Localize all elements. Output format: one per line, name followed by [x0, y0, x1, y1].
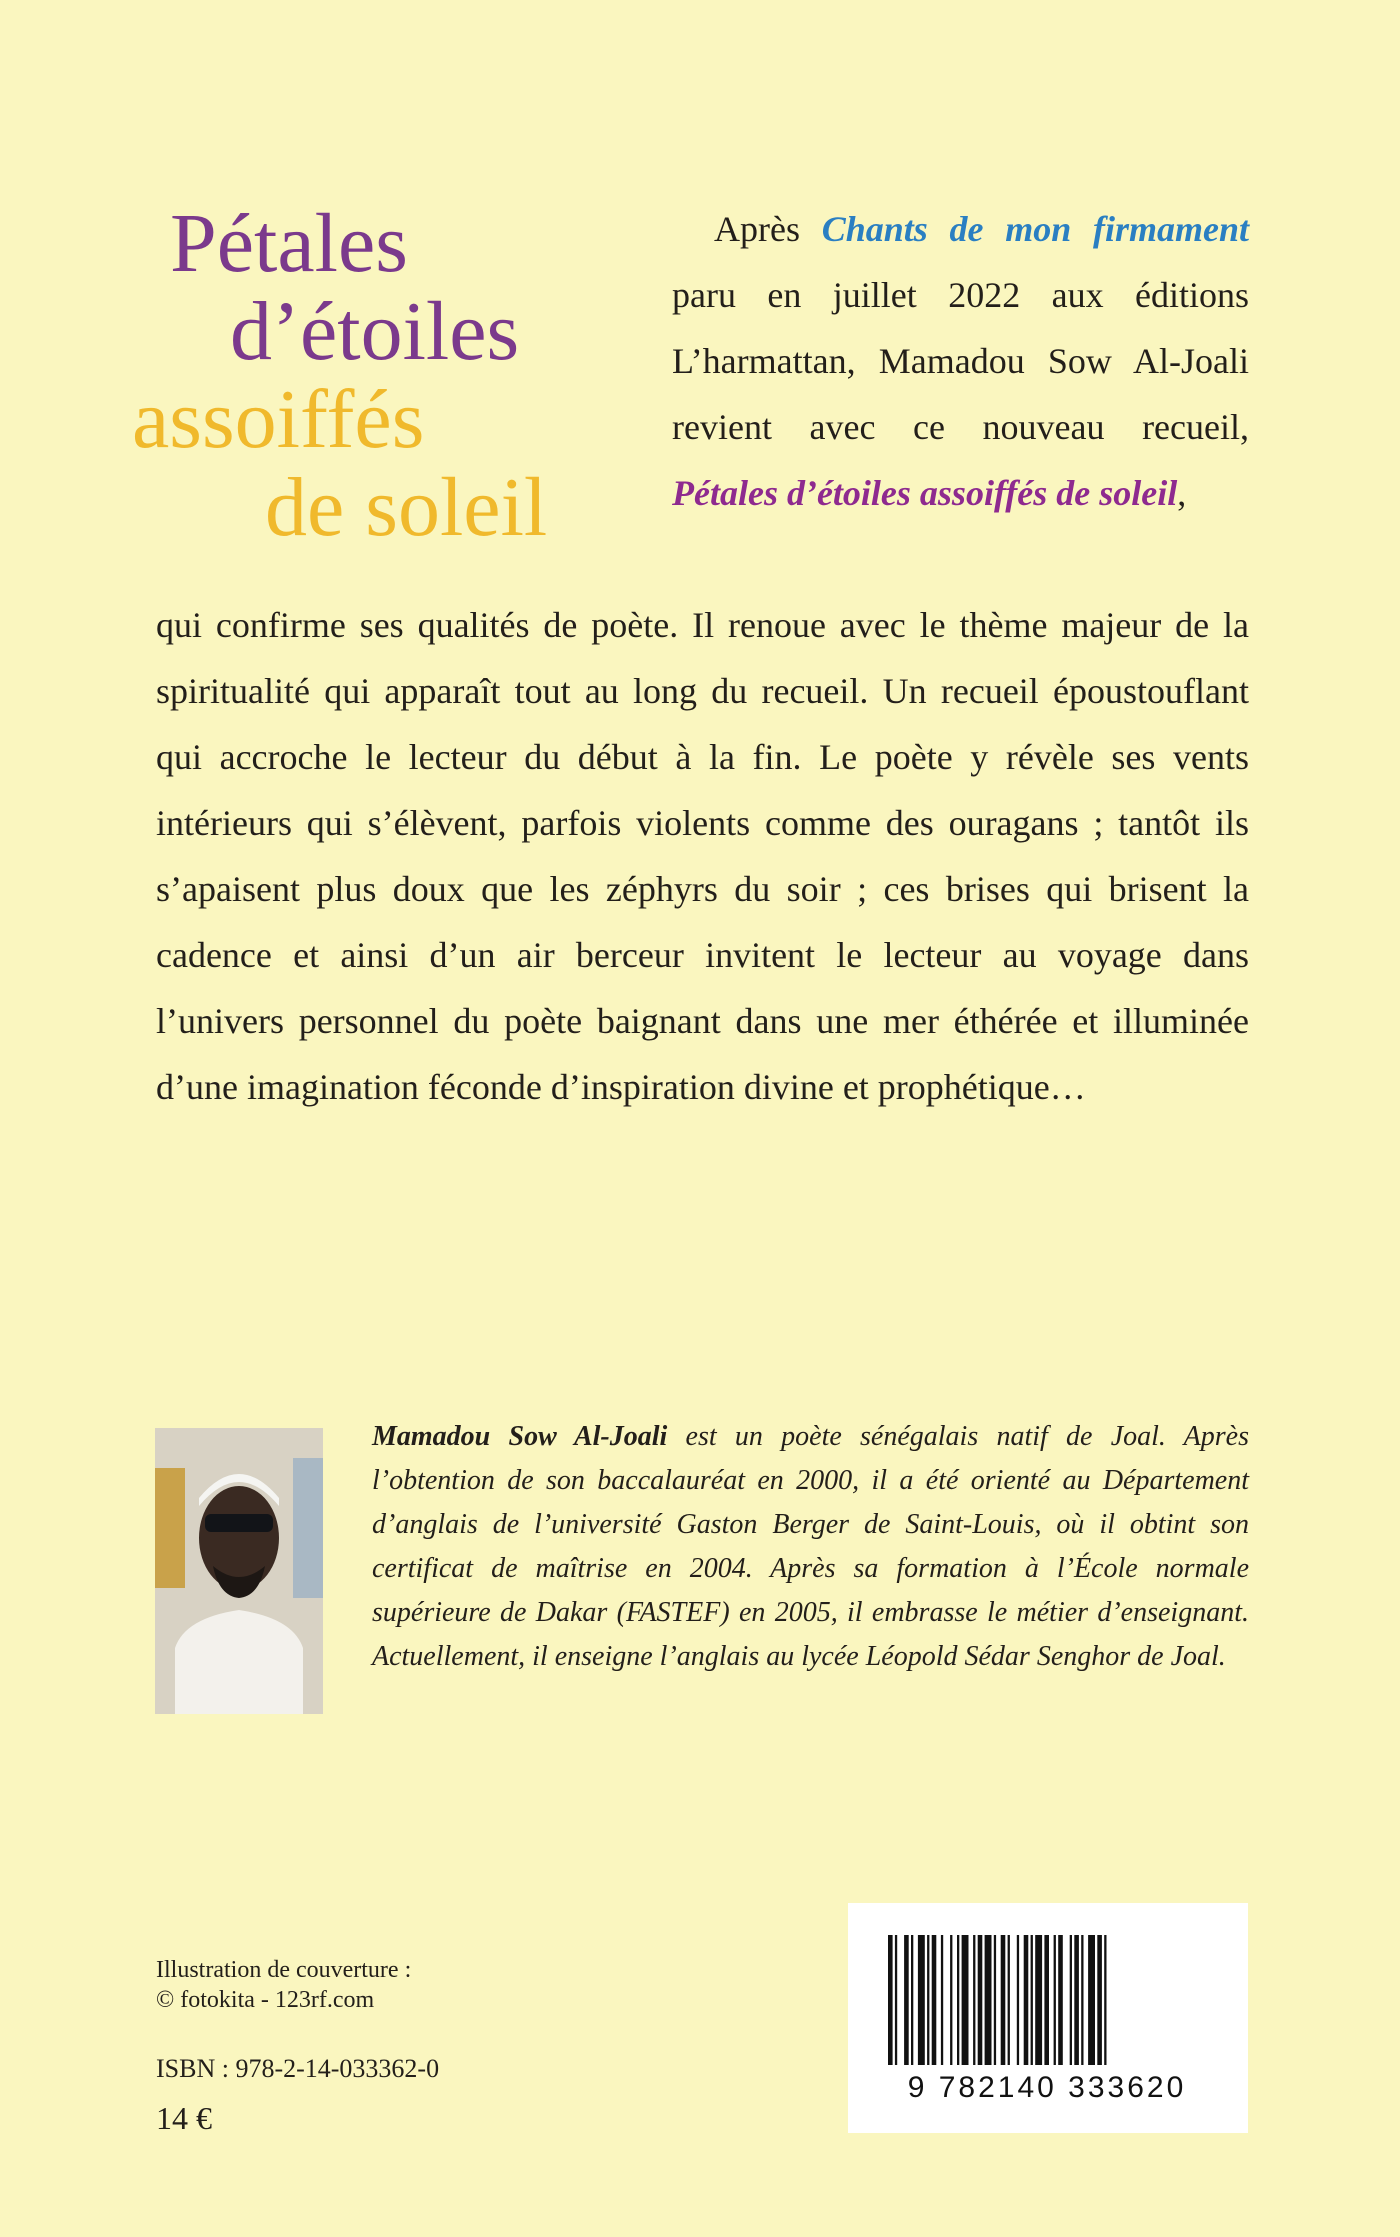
barcode-digits: 9 782140 333620	[907, 2071, 1187, 2104]
previous-book-title: Chants de mon firmament	[821, 209, 1249, 249]
current-book-title: Pétales d’étoiles assoiffés de soleil	[672, 473, 1178, 513]
barcode-bar	[957, 1935, 959, 2065]
barcode-bar	[1054, 1935, 1056, 2065]
barcode-bar	[1001, 1935, 1006, 2065]
author-portrait-icon	[155, 1428, 323, 1714]
barcode-bar	[1070, 1935, 1072, 2065]
isbn: ISBN : 978-2-14-033362-0	[156, 2054, 440, 2083]
title-line-2: d’étoiles	[230, 285, 520, 378]
author-name: Mamadou Sow Al-Joali	[372, 1421, 668, 1452]
barcode-bar	[1104, 1935, 1106, 2065]
intro-text-3: ,	[1177, 473, 1187, 513]
barcode-bar	[1024, 1935, 1029, 2065]
barcode-bar	[1088, 1935, 1095, 2065]
barcode-bar	[1035, 1935, 1042, 2065]
barcode-bar	[1017, 1935, 1019, 2065]
intro-text-1: Après	[714, 209, 822, 249]
barcode-bar	[1058, 1935, 1063, 2065]
summary-paragraph: qui confirme ses qualités de poète. Il renoue avec le thème majeur de la spiritualité qui apparaît tout au long du recueil. Un recueil époustouflant qui accroche le lecteur du début à la fin. Le poète y révèle ses vents intérieurs qui s’élèvent, parfois violents comme des ouragans ; tantôt ils s’apaisent plus doux que les zéphyrs du soir ; ces brises qui brisent la cadence et ainsi d’un air berceur invitent le lecteur au voyage dans l’univers personnel du poète baignant dans une mer éthérée et illuminée d’une imagination féconde d’inspiration divine et prophétique…	[156, 605, 1249, 1107]
barcode-bar	[1044, 1935, 1049, 2065]
barcode-bar	[941, 1935, 943, 2065]
barcode-bar	[1081, 1935, 1083, 2065]
barcode-bar	[1008, 1935, 1010, 2065]
barcode-bar	[985, 1935, 992, 2065]
author-photo	[155, 1428, 323, 1714]
barcode-bar	[927, 1935, 929, 2065]
barcode-bar	[911, 1935, 913, 2065]
barcode-bar	[994, 1935, 996, 2065]
barcode-bar	[895, 1935, 897, 2065]
barcode-bar	[973, 1935, 975, 2065]
credits-line-2: © fotokita - 123rf.com	[156, 1987, 375, 2013]
barcode-bar	[932, 1935, 937, 2065]
price: 14 €	[156, 2100, 212, 2136]
barcode-bar	[904, 1935, 909, 2065]
intro-paragraph	[672, 196, 1249, 526]
author-bio-text: est un poète sénégalais natif de Joal. Après l’obtention de son baccalauréat en 2000, il a été orienté au Département d’anglais de l’université Gaston Berger de Saint-Louis, où il obtint son certificat de maîtrise en 2004. Après sa formation à l’École normale supérieure de Dakar (FASTEF) en 2005, il embrasse le métier d’enseignant. Actuellement, il enseigne l’anglais au lycée Léopold Sédar Senghor de Joal.	[372, 1421, 1249, 1672]
barcode-bar	[888, 1935, 893, 2065]
credits-line-1: Illustration de couverture :	[156, 1957, 412, 1983]
barcode-bar	[1074, 1935, 1079, 2065]
barcode-bar	[1031, 1935, 1033, 2065]
intro-text-2: paru en juillet 2022 aux éditions L’harmattan, Mamadou Sow Al-Joali revient avec ce nouveau recueil,	[672, 275, 1249, 447]
barcode-bar	[978, 1935, 983, 2065]
title-line-3: assoiffés	[132, 373, 425, 466]
title-line-1: Pétales	[170, 197, 408, 290]
cover-credits	[156, 1955, 411, 2015]
title-line-4: de soleil	[265, 461, 548, 554]
barcode-bar	[950, 1935, 952, 2065]
book-title	[120, 197, 590, 554]
barcode-bar	[962, 1935, 969, 2065]
barcode	[848, 1903, 1248, 2133]
barcode-bar	[918, 1935, 925, 2065]
author-bio	[372, 1415, 1249, 1679]
barcode-bar	[1097, 1935, 1102, 2065]
